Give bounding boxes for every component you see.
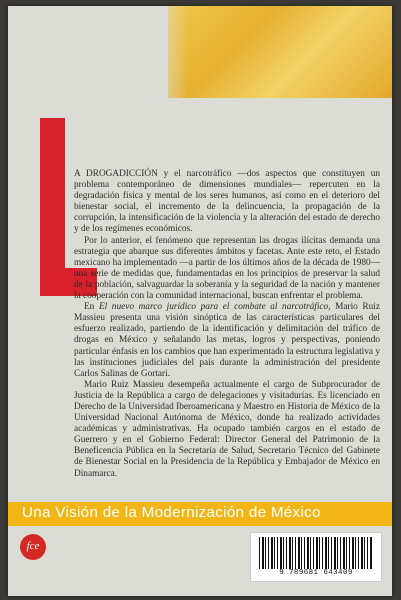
series-title: Una Visión de la Modernización de México bbox=[22, 504, 321, 521]
series-banner bbox=[8, 502, 392, 526]
publisher-logo bbox=[20, 534, 46, 560]
decorative-texture bbox=[168, 6, 392, 98]
synopsis-text bbox=[74, 169, 380, 480]
paragraph-2: Por lo anterior, el fenómeno que representan las drogas ilícitas demanda una estrategia que abarque sus diferentes ámbitos y facetas. Ante este reto, el Estado mexicano ha implementado —a partir de los últimos años de la década de 1980— una serie de medidas que, fundamentadas en los principios de preservar la salud de la población, salvaguardar la soberanía y la seguridad de la nación y mantener la cooperación con la comunidad internacional, buscan enfrentar el problema. bbox=[74, 235, 380, 302]
paragraph-4: Mario Ruiz Massieu desempeña actualmente el cargo de Subprocurador de Justicia de la República a cargo de delegaciones y visitadurías. Es licenciado en Derecho de la Universidad Iberoamericana y Maestro en Historia de México de la Universidad Nacional Autónoma de México, donde ha realizado actividades académicas y administrativas. Ha ocupado también cargos en el estado de Guerrero y en el Gobierno Federal: Director General del Patrimonio de la Beneficencia Pública en la Secretaría de Salud, Secretario Técnico del Gabinete de Bienestar Social en la Presidencia de la República y Embajador de México en Dinamarca. bbox=[74, 379, 380, 479]
publisher-logo-text: fce bbox=[26, 540, 40, 552]
barcode-bars bbox=[259, 537, 373, 569]
isbn-barcode bbox=[250, 532, 382, 582]
paragraph-1: A DROGADICCIÓN y el narcotráfico —dos aspectos que constituyen un problema contemporáneo de dimensiones mundiales— repercuten en la degradación física y mental de los seres humanos, así como en el deterioro del bienestar social, el incremento de la delincuencia, la propagación de la corrupción, la intensificación de la violencia y la alteración del estado de derecho y de los regímenes económicos. bbox=[74, 169, 380, 235]
book-title: El nuevo marco jurídico para el combate al narcotráfico bbox=[98, 302, 329, 313]
barcode-number: 9 789681 643409 bbox=[279, 569, 353, 577]
texture-fade bbox=[148, 6, 188, 98]
book-back-cover bbox=[8, 6, 392, 596]
paragraph-3: En El nuevo marco jurídico para el combate al narcotráfico, Mario Ruiz Massieu presenta una visión sinóptica de las características particulares del esfuerzo realizado, partiendo de la identificación y delimitación del tráfico de drogas en México y señalando las metas, logros y perspectivas, poniendo particular énfasis en los cambios que han experimentado la estructura legislativa y las instituciones judiciales del país durante la administración del presidente Carlos Salinas de Gortari. bbox=[74, 302, 380, 379]
